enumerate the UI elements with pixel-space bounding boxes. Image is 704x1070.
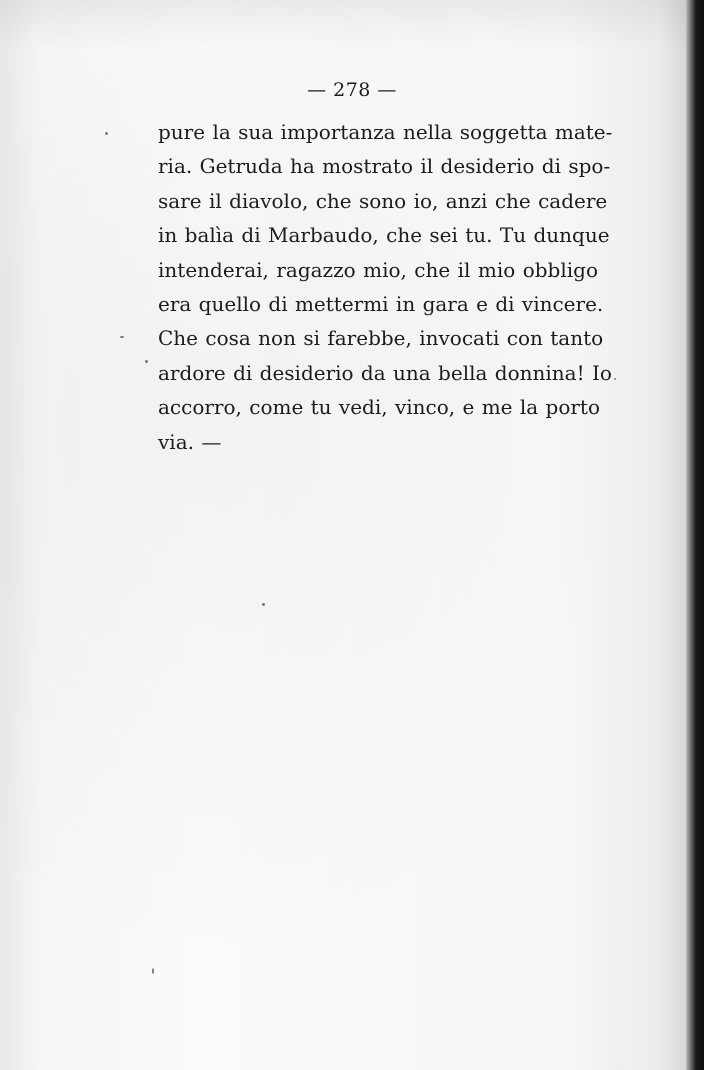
text-line: sare il diavolo, che sono io, anzi che cadere (158, 188, 608, 213)
page-number: — 278 — (307, 79, 397, 101)
text-line: Che cosa non si farebbe, invocati con tanto (158, 326, 604, 351)
text-line: accorro, come tu vedi, vinco, e me la porto (158, 395, 601, 420)
text-line: in balìa di Marbaudo, che sei tu. Tu dunque (158, 223, 610, 248)
text-line: ria. Getruda ha mostrato il desiderio di spo- (158, 154, 611, 179)
text-line: pure la sua importanza nella soggetta mate- (158, 120, 613, 144)
paper-speck (152, 968, 154, 974)
text-line: era quello di mettermi in gara e di vincere. (158, 291, 604, 316)
text-line: intenderai, ragazzo mio, che il mio obbligo (158, 257, 598, 282)
paper-speck (120, 336, 124, 338)
page-top-shadow (0, 0, 704, 50)
text-line: ardore di desiderio da una bella donnina! Io (158, 360, 612, 385)
paper-speck (262, 603, 265, 606)
paper-speck (145, 360, 148, 363)
paper-speck (614, 378, 616, 380)
body-text (158, 115, 613, 459)
text-line-last: via. — (158, 429, 222, 454)
paper-speck (105, 132, 108, 135)
book-spine-edge (686, 0, 704, 1070)
